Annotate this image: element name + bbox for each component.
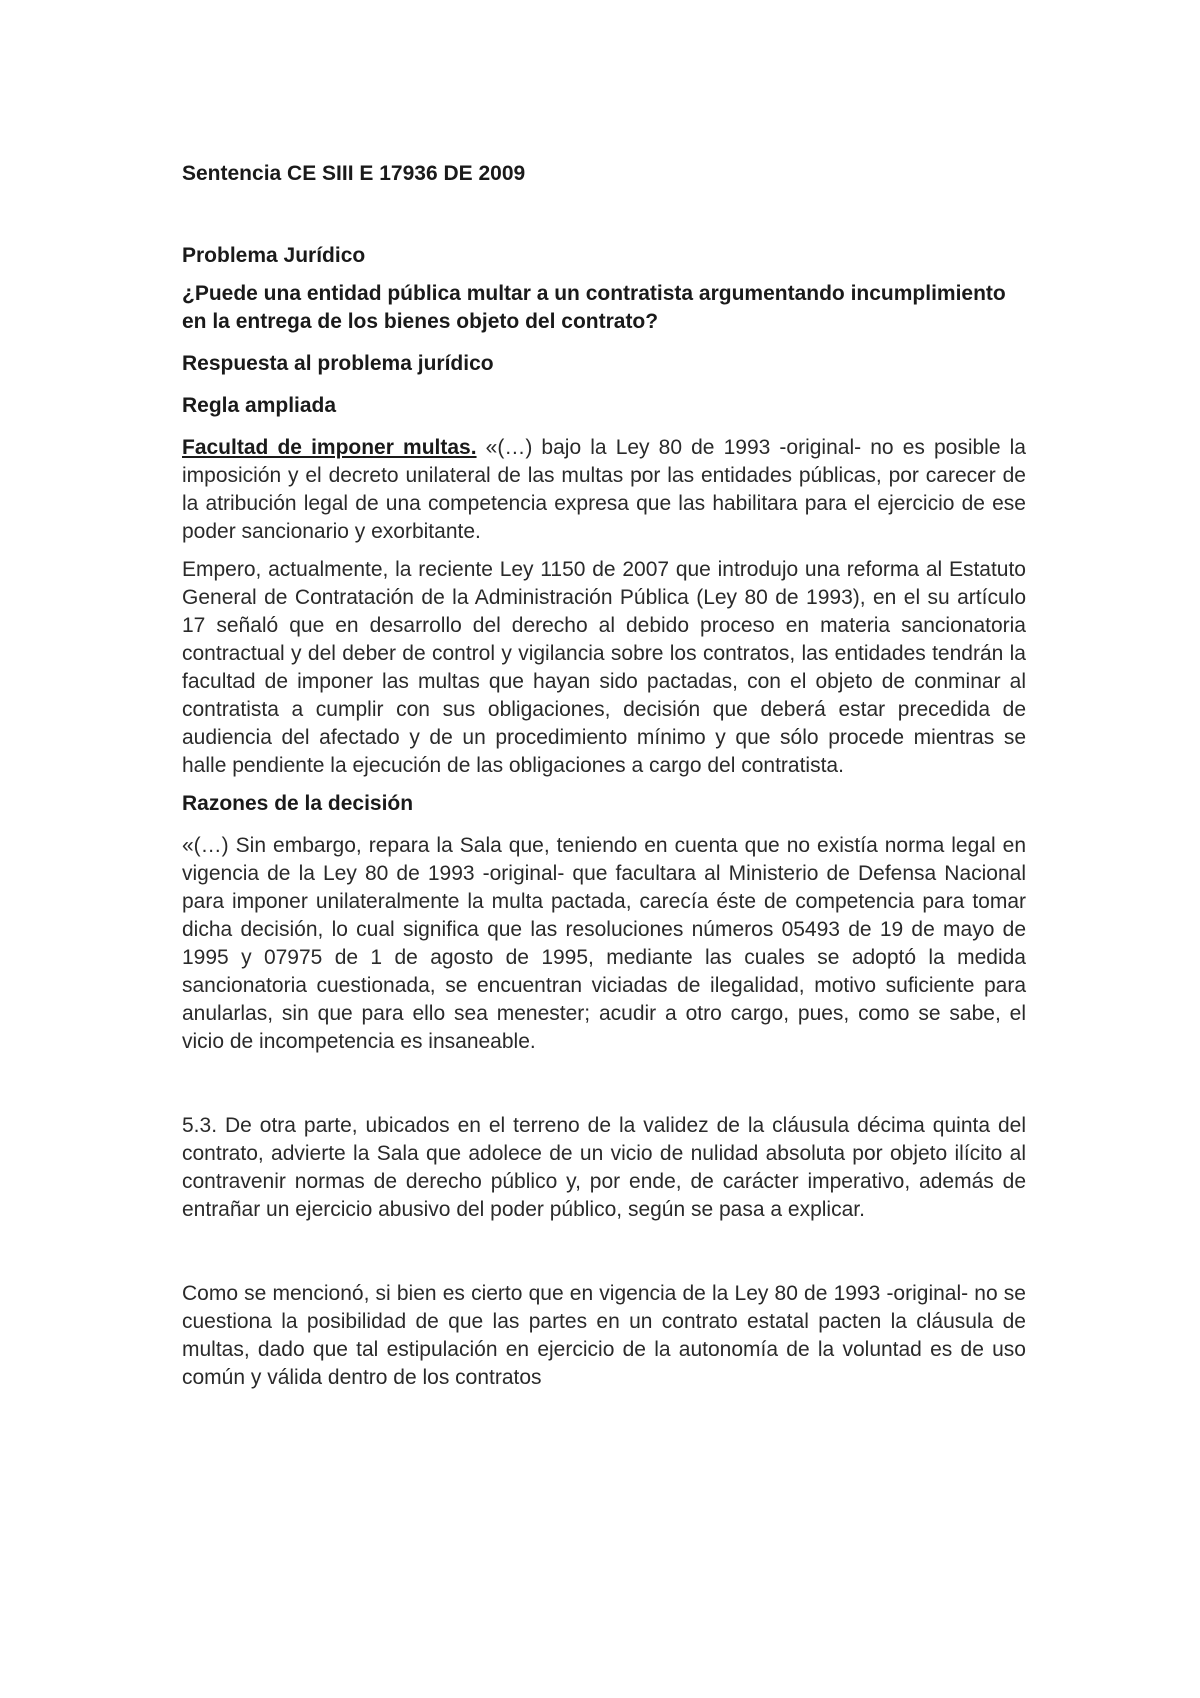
problem-heading: Problema Jurídico [182, 244, 366, 267]
reasons-paragraph-1: «(…) Sin embargo, repara la Sala que, teniendo en cuenta que no existía norma legal en vigencia de la Ley 80 de 1993 -original- que facultara al Ministerio de Defensa Nacional para imponer unilateralmente la multa pactada, carecía éste de competencia para tomar dicha decisión, lo cual significa que las resoluciones números 05493 de 19 de mayo de 1995 y 07975 de 1 de agosto de 1995, mediante las cuales se adoptó la medida sancionatoria cuestionada, se encuentran viciadas de ilegalidad, motivo suficiente para anularlas, sin que para ello sea menester; acudir a otro cargo, pues, como se sabe, el vicio de incompetencia es insaneable. [182, 834, 1026, 1053]
rule-paragraph-2: Empero, actualmente, la reciente Ley 1150 de 2007 que introdujo una reforma al Estatuto General de Contratación de la Administración Pública (Ley 80 de 1993), en el su artículo 17 señaló que en desarrollo del derecho al debido proceso en materia sancionatoria contractual y del deber de control y vigilancia sobre los contratos, las entidades tendrán la facultad de imponer las multas que hayan sido pactadas, con el objeto de conminar al contratista a cumplir con sus obligaciones, decisión que deberá estar precedida de audiencia del afectado y de un procedimiento mínimo y que sólo procede mientras se halle pendiente la ejecución de las obligaciones a cargo del contratista. [182, 558, 1026, 777]
reasons-heading: Razones de la decisión [182, 792, 414, 815]
reasons-paragraph-2: 5.3. De otra parte, ubicados en el terreno de la validez de la cláusula décima quinta del contrato, advierte la Sala que adolece de un vicio de nulidad absoluta por objeto ilícito al contravenir normas de derecho público y, por ende, de carácter imperativo, además de entrañar un ejercicio abusivo del poder público, según se pasa a explicar. [182, 1114, 1026, 1221]
document-page [182, 160, 1026, 1392]
answer-heading: Respuesta al problema jurídico [182, 352, 494, 375]
rule-lead: Facultad de imponer multas. [182, 436, 477, 459]
document-title: Sentencia CE SIII E 17936 DE 2009 [182, 162, 526, 185]
rule-heading: Regla ampliada [182, 394, 337, 417]
problem-question: ¿Puede una entidad pública multar a un contratista argumentando incumplimiento en la entrega de los bienes objeto del contrato? [182, 282, 1006, 333]
rule-paragraph-1 [182, 434, 1026, 546]
reasons-paragraph-3: Como se mencionó, si bien es cierto que en vigencia de la Ley 80 de 1993 -original- no se cuestiona la posibilidad de que las partes en un contrato estatal pacten la cláusula de multas, dado que tal estipulación en ejercicio de la autonomía de la voluntad es de uso común y válida dentro de los contratos [182, 1282, 1026, 1389]
rule-paragraph-1-text: «(…) bajo la Ley 80 de 1993 -original- no es posible la imposición y el decreto unilateral de las multas por las entidades públicas, por carecer de la atribución legal de una competencia expresa que las habilitara para el ejercicio de ese poder sancionario y exorbitante. [182, 436, 1026, 543]
